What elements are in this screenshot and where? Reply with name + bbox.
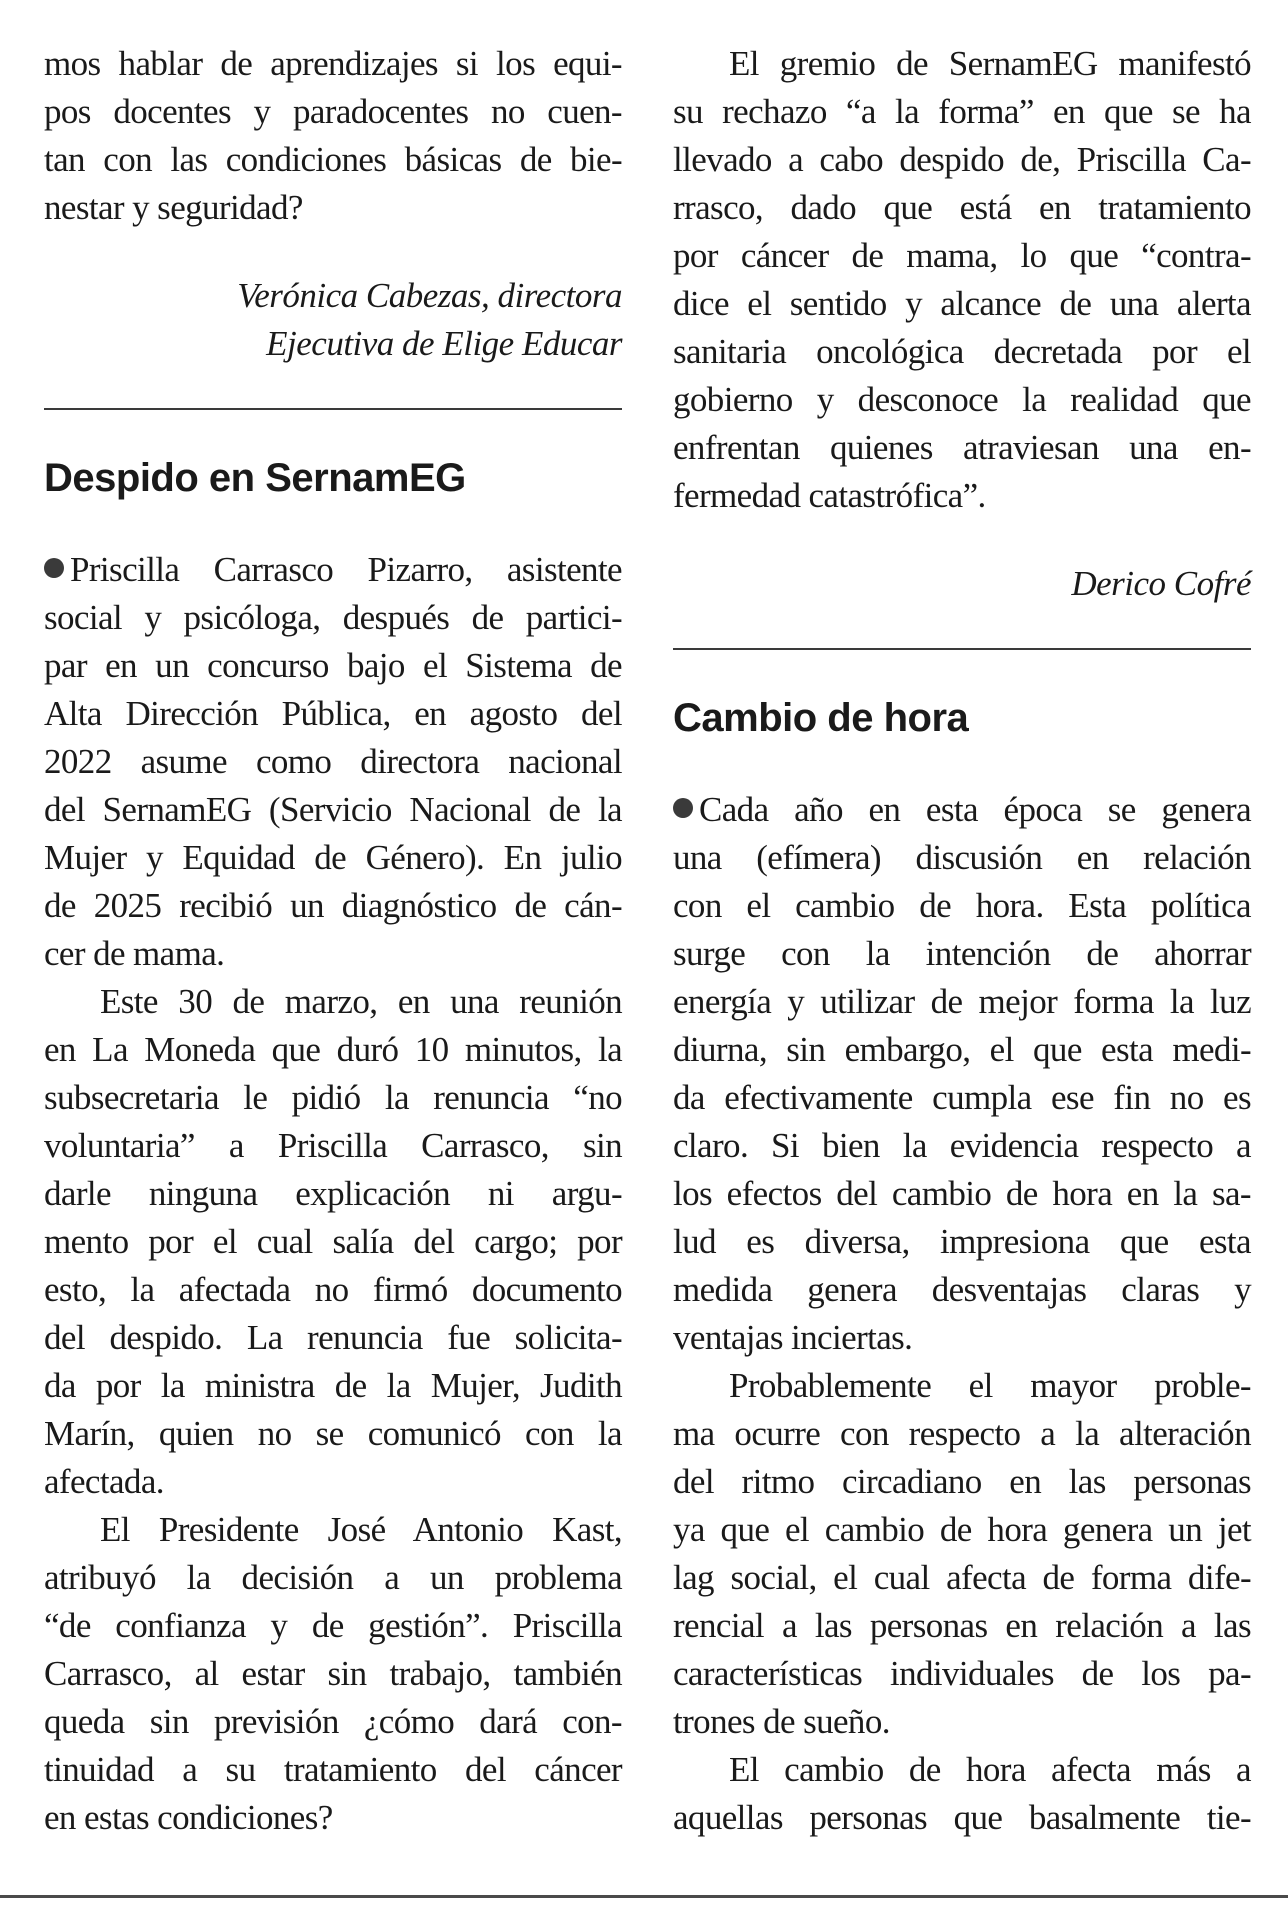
text-line: rencial a las personas en relación a las — [673, 1606, 1251, 1645]
text-line: los efectos del cambio de hora en la sa- — [673, 1174, 1251, 1213]
text-line: afectada. — [44, 1462, 164, 1501]
right-column — [673, 40, 1251, 1842]
text-line: surge con la intención de ahorrar — [673, 934, 1251, 973]
text-line: par en un concurso bajo el Sistema de — [44, 646, 622, 685]
text-line: una (efímera) discusión en relación — [673, 838, 1251, 877]
text-line: da por la ministra de la Mujer, Judith — [44, 1366, 622, 1405]
text-line: sanitaria oncológica decretada por el — [673, 332, 1251, 371]
text-line: Carrasco, al estar sin trabajo, también — [44, 1654, 622, 1693]
text-line: por cáncer de mama, lo que “contra- — [673, 236, 1251, 275]
text-line: rrasco, dado que está en tratamiento — [673, 188, 1251, 227]
signature-line: Derico Cofré — [1071, 564, 1251, 603]
paragraph-cambio-3 — [673, 1746, 1251, 1842]
left-column — [44, 40, 622, 1842]
text-line: su rechazo “a la forma” en que se ha — [673, 92, 1251, 131]
paragraph-1 — [44, 546, 622, 978]
text-line: en La Moneda que duró 10 minutos, la — [44, 1030, 622, 1069]
text-line: pos docentes y paradocentes no cuen- — [44, 92, 622, 131]
text-line: voluntaria” a Priscilla Carrasco, sin — [44, 1126, 622, 1165]
text-line: cer de mama. — [44, 934, 225, 973]
text-line: atribuyó la decisión a un problema — [44, 1558, 622, 1597]
text-line: “de confianza y de gestión”. Priscilla — [44, 1606, 622, 1645]
text-line: enfrentan quienes atraviesan una en- — [673, 428, 1251, 467]
text-line: El cambio de hora afecta más a — [729, 1750, 1251, 1789]
text-line: características individuales de los pa- — [673, 1654, 1251, 1693]
text-line: diurna, sin embargo, el que esta medi- — [673, 1030, 1251, 1069]
bullet-icon — [673, 798, 693, 818]
signature-line: Verónica Cabezas, directora — [237, 276, 622, 315]
text-line: claro. Si bien la evidencia respecto a — [673, 1126, 1251, 1165]
text-line: llevado a cabo despido de, Priscilla Ca- — [673, 140, 1251, 179]
text-line: del despido. La renuncia fue solicita- — [44, 1318, 622, 1357]
text-line: Mujer y Equidad de Género). En julio — [44, 838, 622, 877]
text-line: tinuidad a su tratamiento del cáncer — [44, 1750, 622, 1789]
text-line: Probablemente el mayor proble- — [729, 1366, 1251, 1405]
text-line: ventajas inciertas. — [673, 1318, 913, 1357]
text-line: El gremio de SernamEG manifestó — [729, 44, 1251, 83]
text-line: de 2025 recibió un diagnóstico de cán- — [44, 886, 622, 925]
bullet-icon — [44, 558, 64, 578]
text-line: esto, la afectada no firmó documento — [44, 1270, 622, 1309]
text-line: gobierno y desconoce la realidad que — [673, 380, 1251, 419]
text-line: 2022 asume como directora nacional — [44, 742, 622, 781]
signature-line: Ejecutiva de Elige Educar — [266, 324, 622, 363]
page-bottom-rule — [0, 1895, 1288, 1898]
text-line: darle ninguna explicación ni argu- — [44, 1174, 622, 1213]
text-line — [44, 546, 622, 594]
text-line: lud es diversa, impresiona que esta — [673, 1222, 1251, 1261]
text-line: del ritmo circadiano en las personas — [673, 1462, 1251, 1501]
text-line: trones de sueño. — [673, 1702, 890, 1741]
section-heading: Cambio de hora — [673, 696, 969, 740]
paragraph-3 — [44, 1506, 622, 1842]
text-line: medida genera desventajas claras y — [673, 1270, 1251, 1309]
text-line: da efectivamente cumpla ese fin no es — [673, 1078, 1251, 1117]
text-line: aquellas personas que basalmente tie- — [673, 1798, 1251, 1837]
text-line: Este 30 de marzo, en una reunión — [100, 982, 622, 1021]
text-line: mento por el cual salía del cargo; por — [44, 1222, 622, 1261]
text-line: queda sin previsión ¿cómo dará con- — [44, 1702, 622, 1741]
text-line: dice el sentido y alcance de una alerta — [673, 284, 1251, 323]
text-line: ma ocurre con respecto a la alteración — [673, 1414, 1251, 1453]
text-line: Alta Dirección Pública, en agosto del — [44, 694, 622, 733]
text-line — [673, 786, 1251, 834]
text-line: subsecretaria le pidió la renuncia “no — [44, 1078, 622, 1117]
text-line: con el cambio de hora. Esta política — [673, 886, 1251, 925]
gremio-paragraph — [673, 40, 1251, 520]
text-line: tan con las condiciones básicas de bie- — [44, 140, 622, 179]
text-line: del SernamEG (Servicio Nacional de la — [44, 790, 622, 829]
paragraph-cambio-2 — [673, 1362, 1251, 1746]
section-heading: Despido en SernamEG — [44, 456, 466, 500]
paragraph-cambio-1 — [673, 786, 1251, 1362]
text-line: en estas condiciones? — [44, 1798, 333, 1837]
text-line: El Presidente José Antonio Kast, — [100, 1510, 622, 1549]
paragraph-2 — [44, 978, 622, 1506]
text-line: ya que el cambio de hora genera un jet — [673, 1510, 1251, 1549]
text-line: nestar y seguridad? — [44, 188, 303, 227]
text-line: social y psicóloga, después de partici- — [44, 598, 622, 637]
text-line: fermedad catastrófica”. — [673, 476, 986, 515]
text-line-content: Cada año en esta época se genera — [699, 790, 1251, 829]
text-line: mos hablar de aprendizajes si los equi- — [44, 44, 622, 83]
text-line-content: Priscilla Carrasco Pizarro, asistente — [70, 550, 622, 589]
text-line: Marín, quien no se comunicó con la — [44, 1414, 622, 1453]
text-line: energía y utilizar de mejor forma la luz — [673, 982, 1251, 1021]
intro-paragraph — [44, 40, 622, 232]
text-line: lag social, el cual afecta de forma dife- — [673, 1558, 1251, 1597]
